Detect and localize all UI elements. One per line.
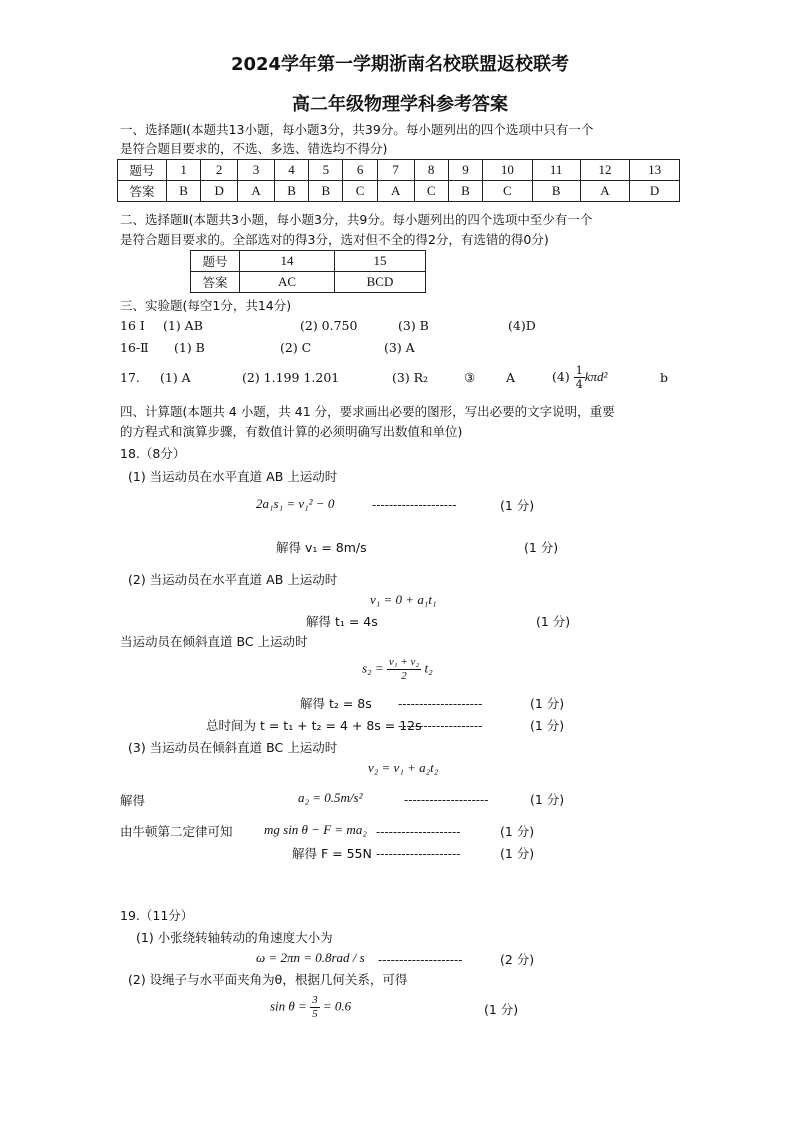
question-number: 2 [201, 160, 238, 181]
section1-answer-table [117, 159, 680, 202]
question-number: 13 [630, 160, 680, 181]
q18-dashes-6: -------------------- [376, 824, 461, 839]
q16-1-answer-2: (2) 0.750 [300, 318, 358, 333]
q17-answer-7: b [660, 370, 669, 385]
question-number: 15 [335, 251, 426, 272]
section2-heading-line2: 是符合题目要求的。全部选对的得3分，选对但不全的得2分，有选错的得0分) [120, 232, 549, 247]
answer-cell: B [274, 181, 308, 202]
q18-score-4: (1 分) [530, 696, 565, 711]
section1-number-row [118, 160, 680, 181]
question-number: 8 [414, 160, 448, 181]
section4-heading: 四、计算题(本题共 4 小题，共 41 分，要求画出必要的图形，写出必要的文字说明，重要 [120, 404, 615, 419]
answer-cell: A [238, 181, 275, 202]
equation-lhs: sin θ = [270, 998, 307, 1014]
q19-part2: (2) 设绳子与水平面夹角为θ，根据几何关系，可得 [128, 972, 408, 987]
q19-score-2: (1 分) [484, 1002, 519, 1017]
q18-score-8: (1 分) [500, 846, 535, 861]
q17-expression: kπd² [584, 369, 608, 384]
equation-fraction [310, 994, 320, 1021]
q18-equation-1: 2a₁s₁ = v₁² − 0 [256, 496, 335, 511]
row-label: 答案 [191, 272, 240, 293]
question-number: 7 [377, 160, 414, 181]
q18-dashes-4: -------------------- [398, 718, 483, 733]
q18-score-3: (1 分) [536, 614, 571, 629]
answer-cell: B [309, 181, 343, 202]
document-title: 2024学年第一学期浙南名校联盟返校联考 [230, 54, 570, 75]
q18-solution-2: 解得 t₁ = 4s [306, 614, 378, 629]
question-number: 10 [483, 160, 533, 181]
q16-2-label: 16-Ⅱ [120, 340, 149, 355]
q18-dashes-7: -------------------- [376, 846, 461, 861]
q16-1-answer-4: (4)D [508, 318, 536, 333]
answer-cell: C [414, 181, 448, 202]
equation-rhs: t₂ [424, 660, 433, 676]
q18-score-7: (1 分) [500, 824, 535, 839]
q19-label: 19.（11分） [120, 908, 194, 923]
answer-cell: B [532, 181, 580, 202]
document-subtitle: 高二年级物理学科参考答案 [292, 94, 508, 115]
fraction-denominator: 5 [312, 1008, 318, 1020]
section2-heading: 二、选择题Ⅱ(本题共3小题，每小题3分，共9分。每小题列出的四个选项中至少有一个 [120, 212, 593, 227]
q18-equation-4: v₂ = v₁ + a₂t₂ [368, 760, 439, 775]
answer-cell: C [483, 181, 533, 202]
q18-equation-3 [362, 656, 433, 683]
question-number: 6 [343, 160, 377, 181]
q19-equation-1: ω = 2πn = 0.8rad / s [256, 950, 365, 965]
q17-answer-2: (2) 1.199 1.201 [242, 370, 340, 385]
section4-heading-line2: 的方程式和演算步骤，有数值计算的必须明确写出数值和单位) [120, 424, 463, 439]
q18-dashes-1: -------------------- [372, 497, 457, 512]
section1-heading: 一、选择题Ⅰ(本题共13小题，每小题3分，共39分。每小题列出的四个选项中只有一个 [120, 122, 594, 137]
answer-cell: A [580, 181, 630, 202]
q18-score-5: (1 分) [530, 718, 565, 733]
q18-equation-5: mg sin θ − F = ma₂ [264, 822, 367, 837]
q16-2-answer-2: (2) C [280, 340, 312, 355]
section2-answer-table [190, 250, 426, 293]
section2-answer-row [191, 272, 426, 293]
section2-number-row [191, 251, 426, 272]
q18-label: 18.（8分） [120, 446, 186, 461]
q18-part3: 当运动员在倾斜直道 BC 上运动时 [120, 634, 308, 649]
q16-1-answer-3: (3) B [398, 318, 429, 333]
q16-2-answer-1: (1) B [174, 340, 205, 355]
q18-equation-2: v₁ = 0 + a₁t₁ [370, 592, 437, 607]
q17-label: 17. [120, 370, 140, 385]
answer-cell: BCD [335, 272, 426, 293]
q18-solution-5: a₂ = 0.5m/s² [298, 790, 363, 805]
q18-part1: (1) 当运动员在水平直道 AB 上运动时 [128, 469, 338, 484]
equation-lhs: s₂ = [362, 660, 384, 676]
question-number: 11 [532, 160, 580, 181]
q18-solution-6: 解得 F = 55N [292, 846, 372, 861]
question-number: 4 [274, 160, 308, 181]
section3-heading: 三、实验题(每空1分，共14分) [120, 298, 292, 313]
row-label: 题号 [191, 251, 240, 272]
q17-answer-circled: ③ [464, 370, 476, 385]
question-number: 9 [448, 160, 482, 181]
fraction-numerator: 1 [575, 364, 583, 377]
q19-equation-2 [270, 994, 351, 1021]
q18-score-2: (1 分) [524, 540, 559, 555]
q16-1-answer-1: (1) AB [163, 318, 203, 333]
answer-cell: B [448, 181, 482, 202]
question-number: 3 [238, 160, 275, 181]
equation-fraction [387, 656, 421, 683]
q17-answer-3: (3) R₂ [392, 370, 429, 385]
q18-score-6: (1 分) [530, 792, 565, 807]
q18-solution-1: 解得 v₁ = 8m/s [276, 540, 367, 555]
q19-score-1: (2 分) [500, 952, 535, 967]
equation-rhs: = 0.6 [322, 998, 352, 1014]
section1-heading-line2: 是符合题目要求的，不选、多选、错选均不得分) [120, 141, 388, 156]
answer-cell: AC [240, 272, 335, 293]
q19-dashes-1: -------------------- [378, 952, 463, 967]
question-number: 1 [167, 160, 201, 181]
q17-fraction [574, 364, 585, 391]
q18-solution-5-label: 解得 [120, 793, 146, 808]
answer-cell: C [343, 181, 377, 202]
answer-cell: B [167, 181, 201, 202]
q16-2-answer-3: (3) A [384, 340, 415, 355]
row-label: 答案 [118, 181, 167, 202]
q18-part5: 由牛顿第二定律可知 [120, 824, 233, 839]
answer-cell: D [201, 181, 238, 202]
answer-cell: D [630, 181, 680, 202]
q17-answer-5: A [506, 370, 516, 385]
fraction-numerator: 3 [312, 994, 318, 1006]
row-label: 题号 [118, 160, 167, 181]
fraction-denominator: 2 [401, 670, 407, 682]
q17-part-label: (4) [552, 369, 570, 384]
q18-part2: (2) 当运动员在水平直道 AB 上运动时 [128, 572, 338, 587]
fraction-denominator: 4 [575, 378, 583, 391]
section1-answer-row [118, 181, 680, 202]
q18-solution-3: 解得 t₂ = 8s [300, 696, 372, 711]
answer-cell: A [377, 181, 414, 202]
q18-part4: (3) 当运动员在倾斜直道 BC 上运动时 [128, 740, 338, 755]
q17-answer-1: (1) A [160, 370, 191, 385]
q17-answer-6 [552, 364, 607, 391]
q16-1-label: 16 Ⅰ [120, 318, 145, 333]
q18-solution-4: 总时间为 t = t₁ + t₂ = 4 + 8s = 12s [206, 718, 422, 733]
q19-part1: (1) 小张绕转轴转动的角速度大小为 [136, 930, 333, 945]
q18-dashes-3: -------------------- [398, 696, 483, 711]
question-number: 12 [580, 160, 630, 181]
q18-dashes-5: -------------------- [404, 792, 489, 807]
q18-score-1: (1 分) [500, 498, 535, 513]
question-number: 5 [309, 160, 343, 181]
fraction-numerator: v₁ + v₂ [388, 656, 420, 668]
question-number: 14 [240, 251, 335, 272]
